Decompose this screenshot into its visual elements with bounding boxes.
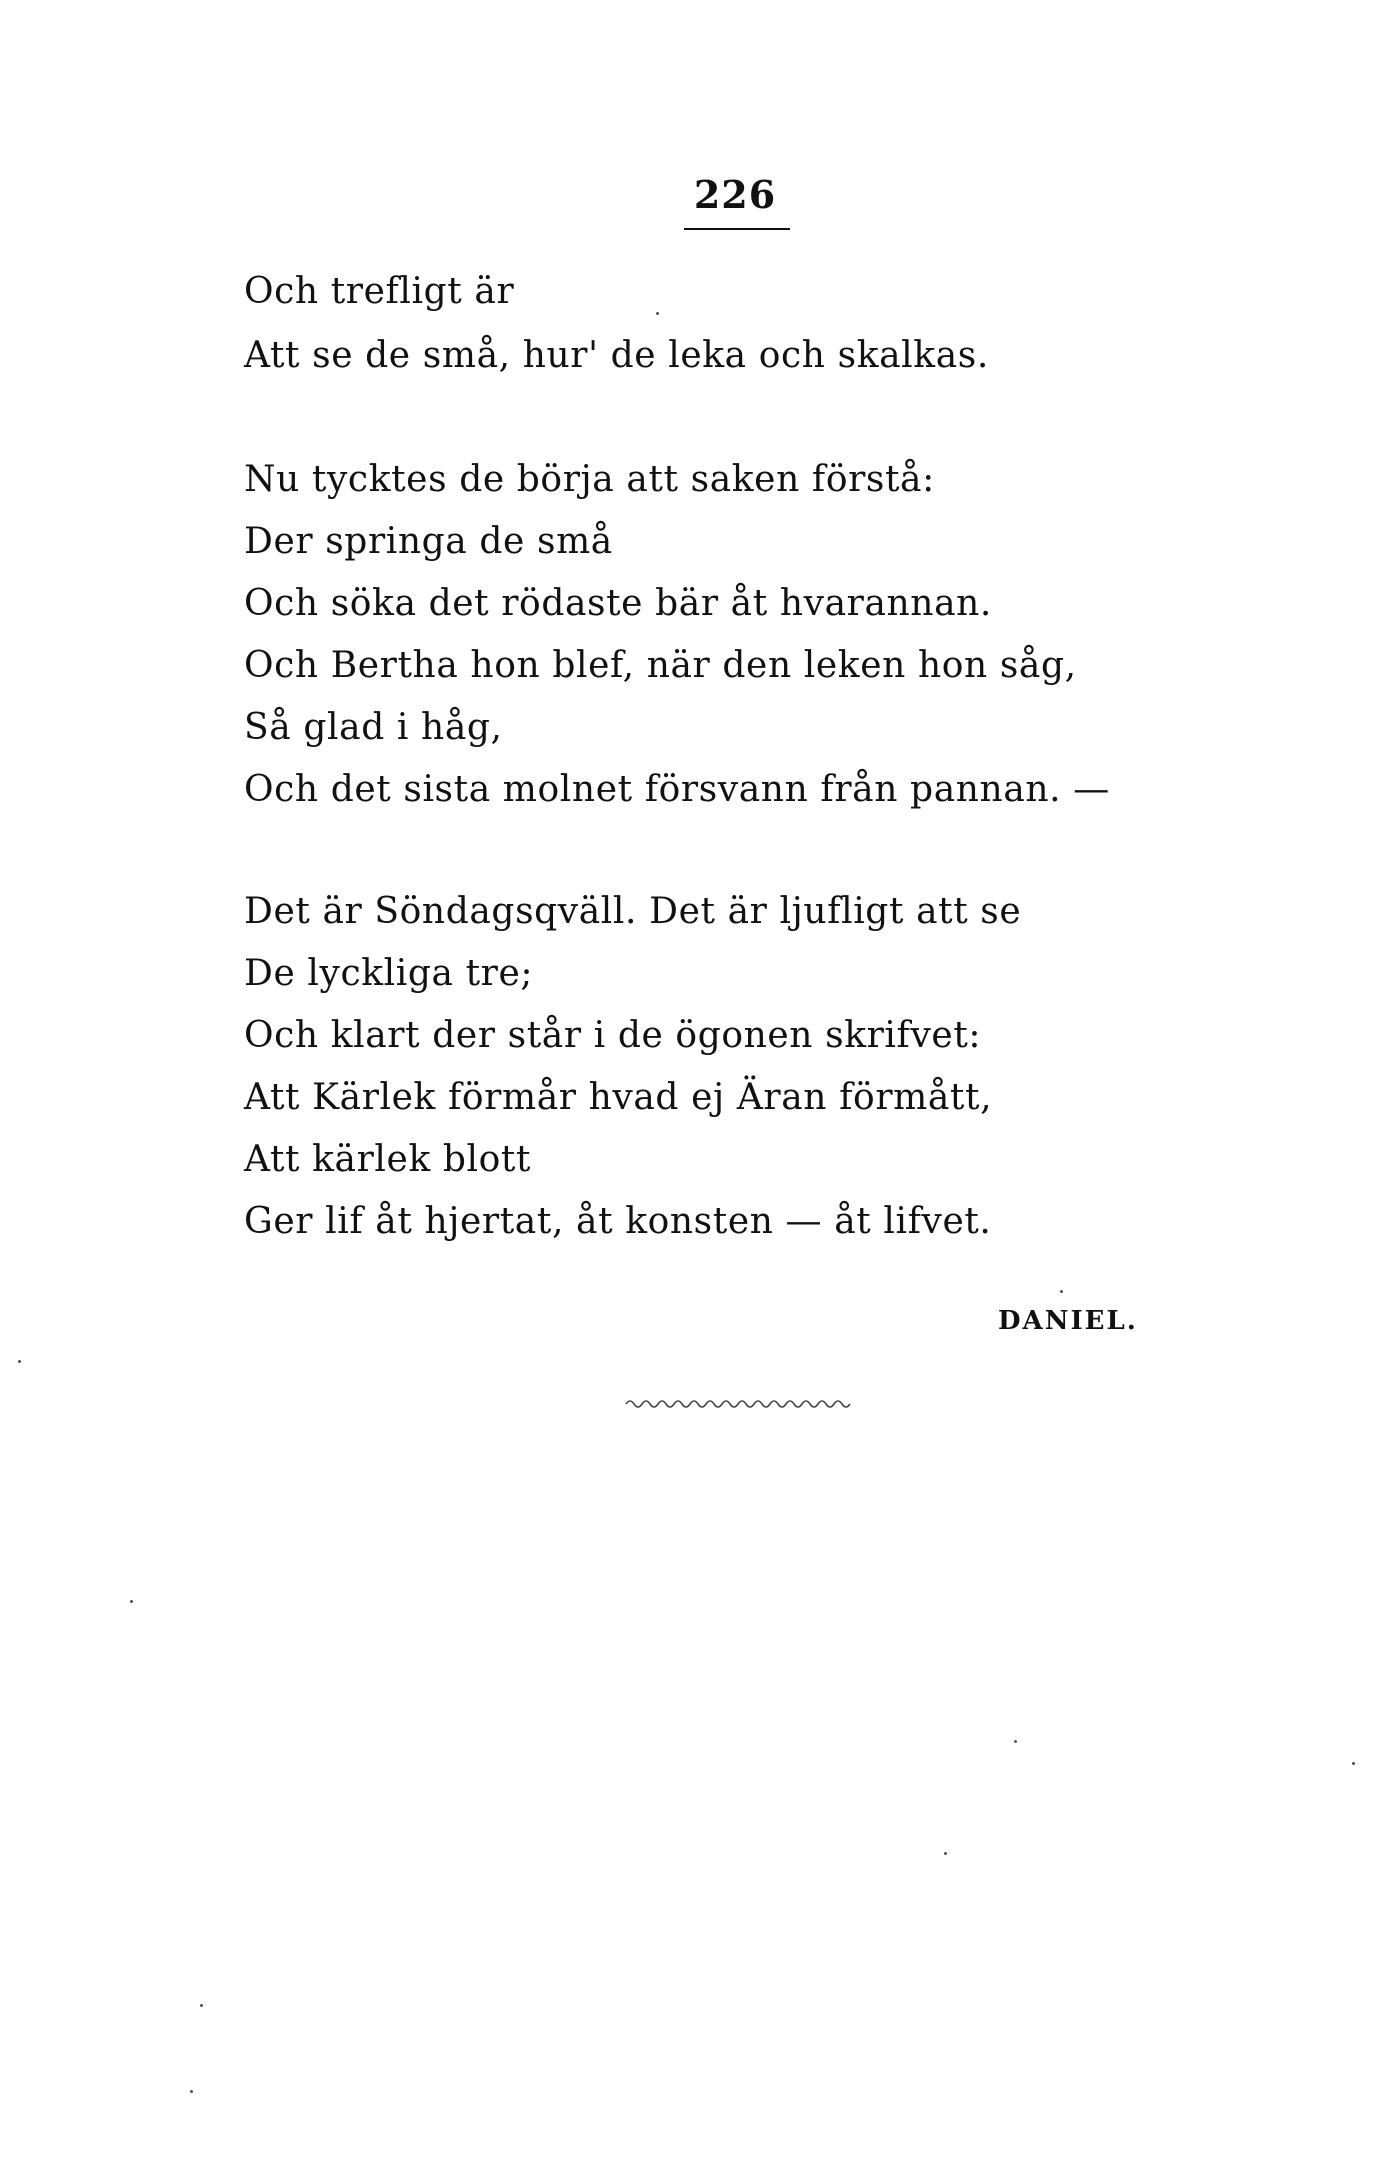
poem-line: De lyckliga tre; <box>244 953 534 994</box>
scan-speck <box>656 312 659 315</box>
poem-line: Och klart der står i de ögonen skrifvet: <box>244 1015 982 1056</box>
poem-line: Nu tycktes de börja att saken förstå: <box>244 459 935 500</box>
poem-line: Att se de små, hur' de leka och skalkas. <box>244 335 989 376</box>
poem-line: Och Bertha hon blef, när den leken hon såg, <box>244 645 1077 686</box>
wavy-ornament-divider <box>624 1394 854 1414</box>
scan-speck <box>190 2090 193 2093</box>
scan-speck <box>18 1360 21 1363</box>
scan-speck <box>1060 1290 1063 1293</box>
scan-speck <box>200 2004 203 2007</box>
poem-line: Och trefligt är <box>244 271 515 312</box>
poem-line: Ger lif åt hjertat, åt konsten — åt lifvet. <box>244 1201 992 1242</box>
poem-line: Så glad i håg, <box>244 707 503 748</box>
poem-line: Det är Söndagsqväll. Det är ljufligt att se <box>244 891 1022 932</box>
poem-line: Att kärlek blott <box>244 1139 532 1180</box>
scan-speck <box>130 1600 133 1603</box>
poem-line: Och söka det rödaste bär åt hvarannan. <box>244 583 992 624</box>
scan-speck <box>944 1852 947 1855</box>
poem-line: Der springa de små <box>244 521 613 562</box>
scan-speck <box>1014 1740 1017 1743</box>
author-signature: DANIEL. <box>998 1306 1138 1336</box>
page-number: 226 <box>693 172 777 217</box>
poem-line: Att Kärlek förmår hvad ej Äran förmått, <box>244 1077 993 1118</box>
scan-speck <box>1352 1762 1355 1765</box>
page-number-rule <box>684 228 790 230</box>
poem-line: Och det sista molnet försvann från pannan. — <box>244 769 1110 810</box>
